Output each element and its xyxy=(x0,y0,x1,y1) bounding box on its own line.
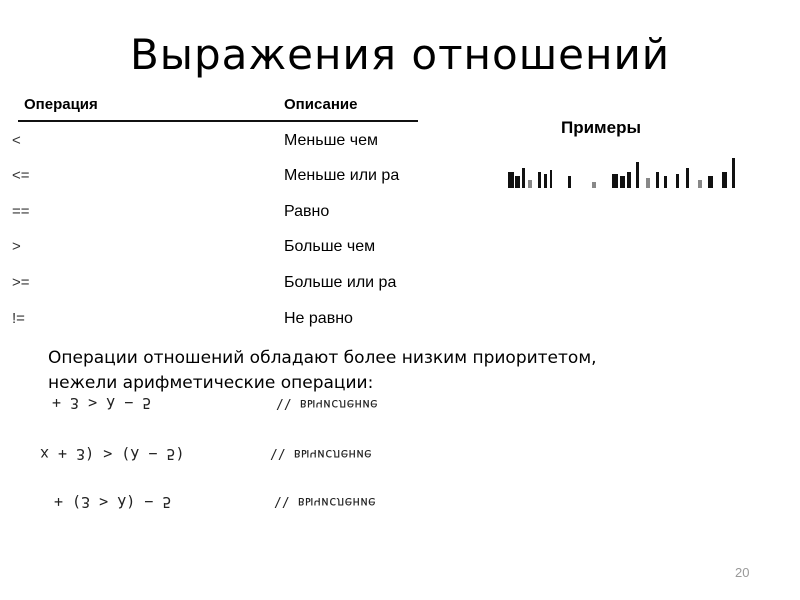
table-row-op: >= xyxy=(12,274,30,291)
table-row-op: <= xyxy=(12,167,30,184)
table-row-desc: Больше чем xyxy=(284,238,376,255)
table-row-desc: Меньше чем xyxy=(284,132,378,149)
header-description: Описание xyxy=(284,96,358,113)
table-row-desc: Больше или ра xyxy=(284,274,397,291)
precedence-note-line2: нежели арифметические операции: xyxy=(48,373,374,393)
expression-2: x + 3) > (λ − 5) xyxy=(40,445,185,463)
table-row-op: != xyxy=(12,310,25,327)
expression-2-comment: \\ вычисление xyxy=(270,446,372,461)
header-rule xyxy=(18,120,418,122)
precedence-note-line1: Операции отношений обладают более низким приоритетом, xyxy=(48,348,597,368)
examples-garbled-strip xyxy=(508,158,738,190)
page-number: 20 xyxy=(735,565,750,580)
table-row-op: < xyxy=(12,132,21,149)
table-row-op: == xyxy=(12,203,30,220)
slide-title: Выражения отношений xyxy=(129,30,671,79)
table-row-desc: Равно xyxy=(284,203,330,220)
expression-3-comment: \\ вычисление xyxy=(274,494,376,509)
expression-3: + (3 > λ) − 5 xyxy=(54,493,172,511)
table-row-desc: Не равно xyxy=(284,310,353,327)
expression-1: + 3 > λ − 5 xyxy=(52,394,152,412)
operators-table xyxy=(12,90,418,335)
precedence-note xyxy=(48,346,597,396)
examples-title: Примеры xyxy=(561,118,641,137)
expression-1-comment: \\ вычисление xyxy=(276,396,378,411)
table-row-op: > xyxy=(12,238,21,255)
expressions-block xyxy=(30,390,402,530)
header-operation: Операция xyxy=(24,96,98,113)
table-row-desc: Меньше или ра xyxy=(284,167,400,184)
